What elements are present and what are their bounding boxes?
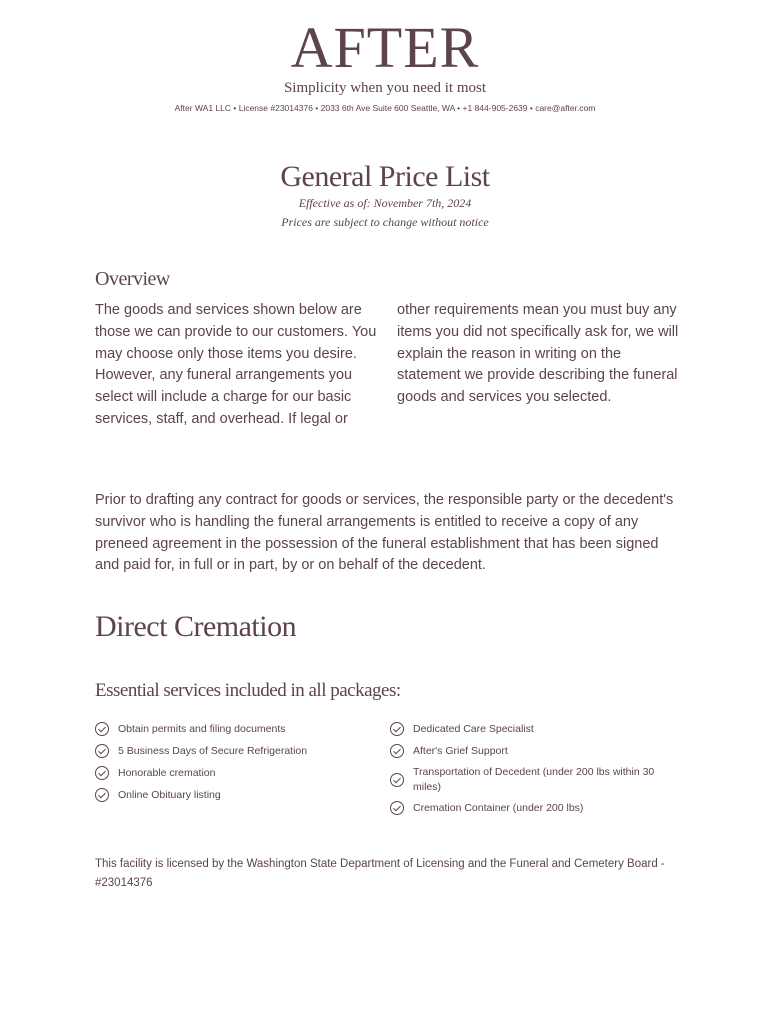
license-note: This facility is licensed by the Washington State Department of Licensing and the Funeral and Cemetery Board - #23014376 (95, 858, 665, 889)
list-item-label: Obtain permits and filing documents (118, 722, 286, 735)
brand-logo: AFTER (290, 15, 480, 80)
check-circle-icon (95, 722, 109, 736)
list-item (390, 718, 680, 740)
list-item-label: Transportation of Decedent (under 200 lbs within 30 miles) (413, 765, 655, 793)
list-item (390, 740, 680, 762)
check-circle-icon (95, 788, 109, 802)
contact-line: After WA1 LLC • License #23014376 • 2033 6th Ave Suite 600 Seattle, WA • +1 844-905-2639 • care@after.com (174, 103, 596, 113)
check-circle-icon (95, 766, 109, 780)
check-circle-icon (95, 744, 109, 758)
check-circle-icon (390, 744, 404, 758)
list-item-label: Dedicated Care Specialist (413, 722, 534, 735)
essential-services-list-left (95, 718, 375, 806)
list-item (390, 797, 680, 819)
check-circle-icon (390, 722, 404, 736)
essential-services-heading: Essential services included in all packages: (95, 680, 401, 701)
overview-heading: Overview (95, 268, 170, 290)
list-item-label: Online Obituary listing (118, 788, 221, 801)
direct-cremation-heading: Direct Cremation (95, 610, 297, 643)
list-item (390, 762, 680, 797)
list-item-label: After's Grief Support (413, 744, 508, 757)
list-item-label: Honorable cremation (118, 766, 216, 779)
price-notice: Prices are subject to change without notice (281, 215, 489, 229)
overview-paragraph: The goods and services shown below are those we can provide to our customers. You may choose only those items you desire. However, any funeral arrangements you select will include a charge for our basic services, staff, and overhead. If legal or other requirements mean you must buy any items you did not specifically ask for, we will explain the reason in writing on the statement we provide describing the funeral goods and services you selected. (95, 302, 679, 427)
list-item-label: Cremation Container (under 200 lbs) (413, 801, 584, 814)
list-item (95, 784, 375, 806)
list-item (95, 718, 375, 740)
essential-services-list-right (390, 718, 680, 819)
page-title: General Price List (280, 160, 490, 193)
preneed-paragraph: Prior to drafting any contract for goods or services, the responsible party or the decedent's survivor who is handling the funeral arrangements is entitled to receive a copy of any preneed agreement in the possession of the funeral establishment that has been signed and paid for, in full or in part, by or on behalf of the decedent. (95, 492, 674, 574)
check-circle-icon (390, 801, 404, 815)
list-item (95, 762, 375, 784)
tagline: Simplicity when you need it most (283, 80, 487, 96)
effective-date: Effective as of: November 7th, 2024 (298, 196, 472, 210)
list-item-label: 5 Business Days of Secure Refrigeration (118, 744, 308, 757)
check-circle-icon (390, 773, 404, 787)
list-item (95, 740, 375, 762)
